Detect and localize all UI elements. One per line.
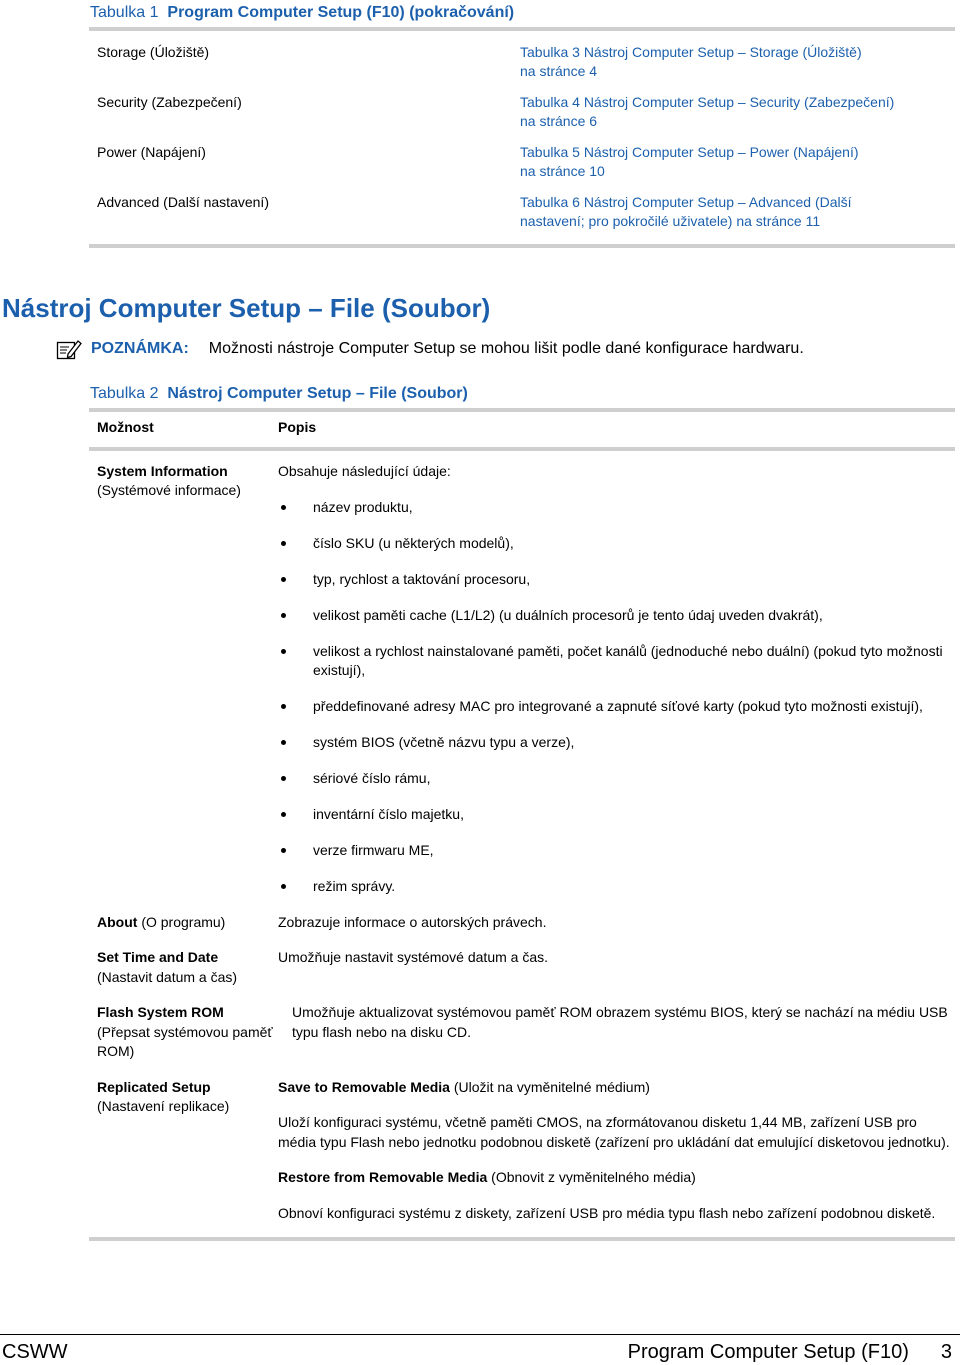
section-heading: Nástroj Computer Setup – File (Soubor) — [2, 293, 491, 323]
option-cell — [89, 1078, 278, 1224]
table-1-top-rule — [89, 27, 955, 31]
link-text[interactable]: na stránce 6 — [520, 113, 598, 129]
option-name: About — [97, 913, 138, 930]
sub-option-translation: (Uložit na vyměnitelné médium) — [449, 1078, 650, 1095]
table-2-header-rule — [89, 447, 955, 451]
table-1-title: Program Computer Setup (F10) (pokračování) — [167, 4, 515, 21]
link-text[interactable]: na stránce 4 — [520, 63, 598, 79]
table-1-caption — [89, 0, 955, 27]
table-row — [89, 1003, 955, 1062]
link-text[interactable]: Tabulka 6 Nástroj Computer Setup – Advanced (Další — [520, 194, 852, 210]
description-cell: Umožňuje nastavit systémové datum a čas. — [278, 949, 549, 965]
table-2 — [89, 381, 955, 1241]
sub-option-name: Restore from Removable Media — [278, 1169, 488, 1185]
list-item: velikost a rychlost nainstalované paměti, počet kanálů (jednoduché nebo duální) (pokud tyto možnosti existují), — [278, 642, 955, 681]
menu-name: Advanced (Další nastavení) — [97, 194, 269, 210]
list-item: režim správy. — [278, 877, 955, 897]
sub-option-name: Save to Removable Media — [278, 1078, 450, 1095]
option-translation: (Přepsat systémovou paměť ROM) — [97, 1023, 273, 1059]
note-label: POZNÁMKA: — [91, 340, 189, 357]
table-header-row — [89, 418, 955, 441]
table-6-link[interactable] — [520, 193, 955, 231]
menu-name: Security (Zabezpečení) — [97, 94, 242, 110]
note — [56, 338, 804, 360]
table-2-bottom-rule — [89, 1237, 955, 1241]
table-3-link[interactable] — [520, 43, 955, 81]
description-cell: Zobrazuje informace o autorských právech. — [278, 913, 547, 930]
menu-name: Power (Napájení) — [97, 144, 206, 160]
description-cell — [278, 1078, 955, 1224]
table-4-link[interactable] — [520, 93, 955, 131]
description-intro: Obsahuje následující údaje: — [278, 462, 451, 479]
table-2-caption — [89, 381, 955, 408]
table-2-title: Nástroj Computer Setup – File (Soubor) — [167, 385, 468, 402]
table-row — [89, 193, 955, 231]
link-text[interactable]: na stránce 10 — [520, 163, 605, 179]
link-text[interactable]: Tabulka 3 Nástroj Computer Setup – Storage (Úložiště) — [520, 44, 862, 60]
note-text: Možnosti nástroje Computer Setup se mohou lišit podle dané konfigurace hardwaru. — [208, 340, 804, 357]
table-row — [89, 948, 955, 987]
table-row — [89, 462, 955, 897]
table-2-top-rule — [89, 408, 955, 412]
footer-rule — [0, 1334, 960, 1335]
column-header-description: Popis — [278, 419, 317, 435]
table-2-label: Tabulka 2 — [90, 385, 159, 402]
description-cell — [278, 462, 955, 897]
table-row — [89, 143, 955, 181]
sub-option-description: Uloží konfiguraci systému, včetně paměti CMOS, na zformátovanou disketu 1,44 MB, zařízení USB pro média typu Flash nebo jednotku podobnou disketě (zařízení pro ukládání dat emulující disketovou jednotku). — [278, 1114, 950, 1150]
option-translation: (Nastavení replikace) — [97, 1098, 230, 1114]
sub-option-save — [278, 1078, 955, 1098]
list-item: velikost paměti cache (L1/L2) (u duálních procesorů je tento údaj uveden dvakrát), — [278, 606, 955, 626]
info-list — [278, 498, 955, 897]
table-5-link[interactable] — [520, 143, 955, 181]
option-cell — [89, 913, 278, 933]
footer-doc-code: CSWW — [2, 1341, 68, 1363]
option-translation: (Nastavit datum a čas) — [97, 968, 238, 985]
list-item: název produktu, — [278, 498, 955, 518]
link-text[interactable]: Tabulka 4 Nástroj Computer Setup – Security (Zabezpečení) — [520, 94, 895, 110]
table-row — [89, 93, 955, 131]
note-pencil-icon — [56, 338, 82, 360]
sub-option-restore — [278, 1168, 955, 1188]
sub-option-translation: (Obnovit z vyměnitelného média) — [487, 1169, 696, 1185]
table-1-bottom-rule — [89, 244, 955, 248]
list-item: inventární číslo majetku, — [278, 805, 955, 825]
link-text[interactable]: nastavení; pro pokročilé uživatele) na stránce 11 — [520, 213, 821, 229]
list-item: číslo SKU (u některých modelů), — [278, 534, 955, 554]
option-name: System Information — [97, 462, 228, 479]
table-1-label: Tabulka 1 — [90, 4, 159, 21]
option-translation: (O programu) — [137, 913, 226, 930]
list-item: systém BIOS (včetně názvu typu a verze), — [278, 733, 955, 753]
list-item: sériové číslo rámu, — [278, 769, 955, 789]
option-name: Flash System ROM — [97, 1004, 224, 1020]
option-cell — [89, 462, 278, 897]
table-row — [89, 43, 955, 81]
option-cell — [89, 948, 278, 987]
table-1 — [89, 0, 955, 248]
column-header-option: Možnost — [97, 419, 154, 435]
table-row — [89, 1078, 955, 1224]
footer-chapter-title: Program Computer Setup (F10) — [627, 1341, 909, 1363]
list-item: verze firmwaru ME, — [278, 841, 955, 861]
sub-option-description: Obnoví konfiguraci systému z diskety, zařízení USB pro média typu flash nebo zařízení podobnou disketě. — [278, 1204, 936, 1221]
description-cell: Umožňuje aktualizovat systémovou paměť ROM obrazem systému BIOS, který se nachází na médiu USB typu flash nebo na disku CD. — [292, 1004, 948, 1040]
table-row — [89, 913, 955, 933]
option-translation: (Systémové informace) — [97, 482, 241, 498]
option-name: Set Time and Date — [97, 949, 219, 965]
page-number: 3 — [940, 1341, 952, 1363]
list-item: předdefinované adresy MAC pro integrované a zapnuté síťové karty (pokud tyto možnosti existují), — [278, 697, 955, 717]
list-item: typ, rychlost a taktování procesoru, — [278, 570, 955, 590]
option-name: Replicated Setup — [97, 1078, 211, 1095]
link-text[interactable]: Tabulka 5 Nástroj Computer Setup – Power (Napájení) — [520, 144, 859, 160]
option-cell — [89, 1003, 292, 1062]
footer-right — [628, 1340, 952, 1364]
menu-name: Storage (Úložiště) — [97, 44, 210, 60]
